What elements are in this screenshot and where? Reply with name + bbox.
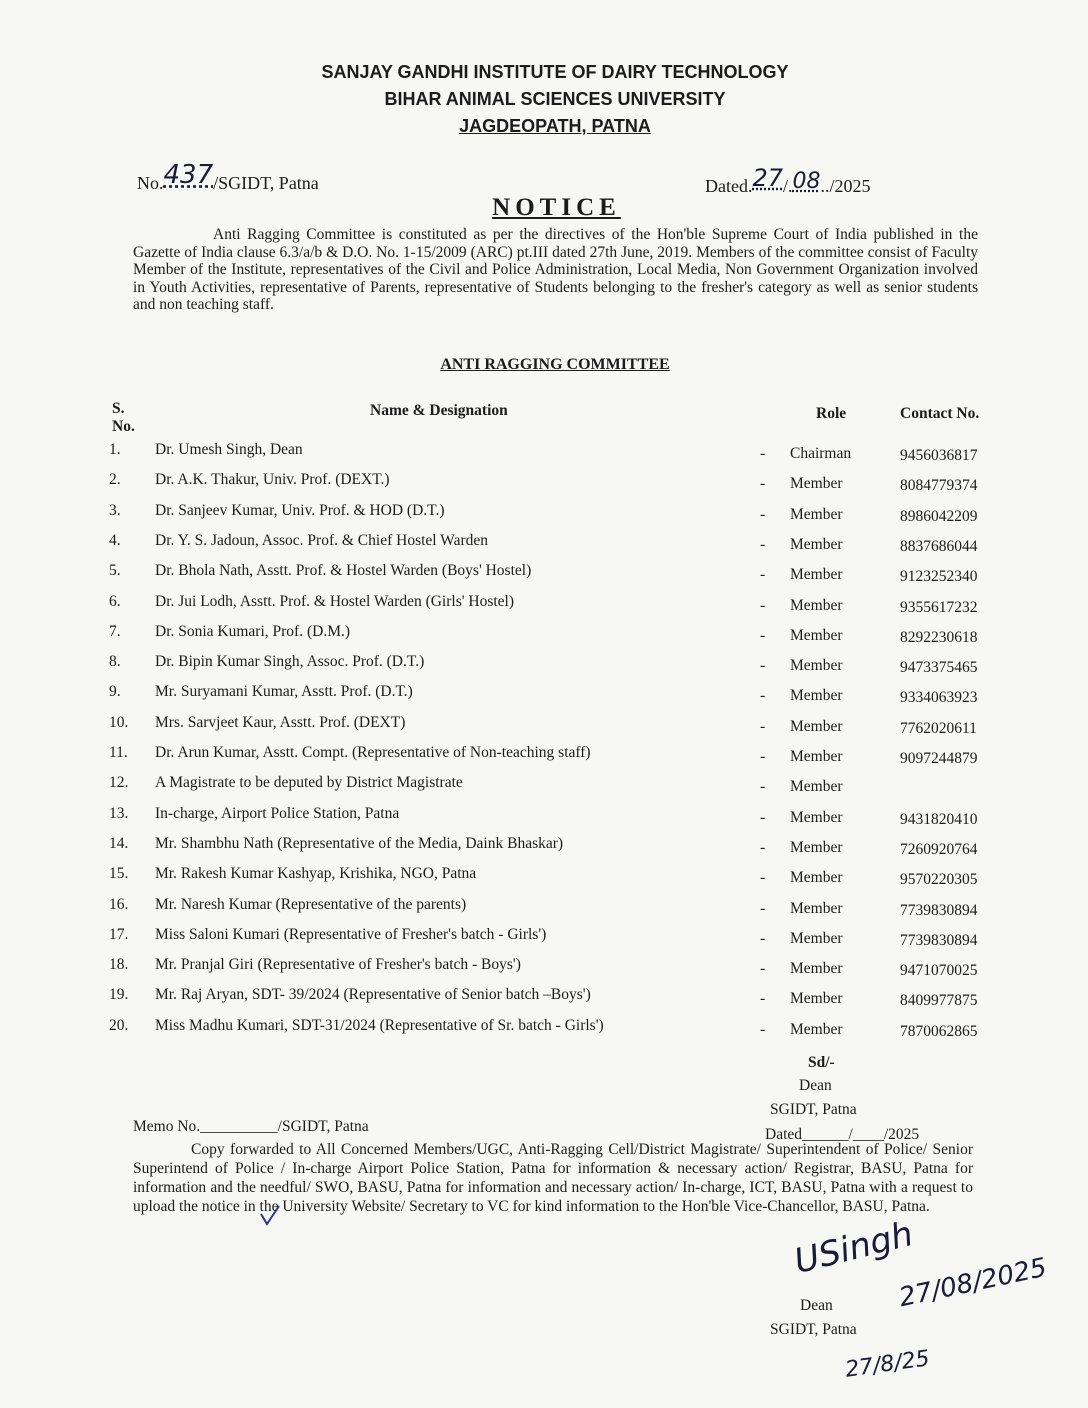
row-name: In-charge, Airport Police Station, Patna [155, 804, 400, 822]
row-role: Member [790, 838, 843, 856]
row-dash: - [760, 929, 766, 947]
table-row [0, 623, 1088, 653]
table-row [0, 532, 1088, 562]
table-row [0, 502, 1088, 532]
row-contact: 9473375465 [900, 659, 978, 677]
row-contact: 9123252340 [900, 568, 978, 586]
date-prefix: Dated. [705, 176, 753, 196]
row-name: Mr. Suryamani Kumar, Asstt. Prof. (D.T.) [155, 683, 413, 701]
row-role: Member [790, 808, 843, 826]
row-role: Chairman [790, 445, 852, 462]
row-name: Dr. Sonia Kumari, Prof. (D.M.) [155, 622, 351, 640]
table-row [0, 653, 1088, 683]
date-month-handwritten: 08 [792, 169, 821, 194]
row-role: Member [790, 475, 843, 493]
row-contact: 9431820410 [900, 810, 978, 828]
institute-name: SANJAY GANDHI INSTITUTE OF DAIRY TECHNOLOGY [321, 62, 789, 82]
row-dash: - [760, 566, 766, 584]
row-role: Member [790, 626, 843, 644]
row-role: Member [790, 717, 843, 735]
row-sno: 7. [109, 622, 121, 640]
row-sno: 17. [109, 925, 129, 943]
row-dash: - [760, 899, 766, 917]
row-role: Member [790, 778, 843, 796]
row-name: Dr. Arun Kumar, Asstt. Compt. (Representative of Non-teaching staff) [155, 744, 591, 761]
row-name: Dr. Bhola Nath, Asstt. Prof. & Hostel Warden (Boys' Hostel) [155, 562, 532, 580]
table-row [0, 774, 1088, 804]
row-sno: 1. [109, 441, 121, 458]
row-dash: - [760, 838, 766, 856]
row-sno: 15. [109, 865, 129, 883]
row-name: Dr. Umesh Singh, Dean [155, 441, 303, 458]
row-name: Miss Saloni Kumari (Representative of Fresher's batch - Girls') [155, 925, 547, 943]
handwritten-initials: 27/8/25 [843, 1346, 932, 1383]
row-role: Member [790, 929, 843, 947]
table-row [0, 956, 1088, 986]
table-row [0, 744, 1088, 774]
row-name: Miss Madhu Kumari, SDT-31/2024 (Representative of Sr. batch - Girls') [155, 1016, 604, 1034]
row-sno: 11. [109, 744, 128, 761]
row-sno: 16. [109, 895, 129, 913]
row-name: Mrs. Sarvjeet Kaur, Asstt. Prof. (DEXT) [155, 713, 406, 731]
row-role: Member [790, 748, 843, 765]
row-name: Mr. Shambhu Nath (Representative of the Media, Daink Bhaskar) [155, 834, 564, 852]
table-row [0, 986, 1088, 1016]
row-contact: 9570220305 [900, 871, 978, 889]
row-dash: - [760, 687, 766, 705]
institute-address: JAGDEOPATH, PATNA [459, 116, 651, 136]
table-row [0, 926, 1088, 956]
table-row [0, 805, 1088, 835]
row-contact: 8986042209 [900, 507, 978, 525]
row-sno: 3. [109, 501, 121, 519]
reference-no-handwritten: 437 [163, 160, 214, 190]
table-row [0, 714, 1088, 744]
committee-title: ANTI RAGGING COMMITTEE [440, 356, 670, 373]
university-name: BIHAR ANIMAL SCIENCES UNIVERSITY [384, 89, 726, 109]
row-sno: 4. [109, 531, 121, 549]
row-dash: - [760, 960, 766, 978]
row-sno: 14. [109, 834, 129, 852]
handwritten-signature: USingh [790, 1214, 918, 1282]
handwritten-date: 27/08/2025 [896, 1252, 1050, 1314]
row-name: Mr. Naresh Kumar (Representative of the parents) [155, 895, 467, 913]
date-day-handwritten: 27 [752, 164, 784, 192]
row-role: Member [790, 687, 843, 705]
row-sno: 5. [109, 562, 121, 580]
row-name: Dr. Y. S. Jadoun, Assoc. Prof. & Chief Hostel Warden [155, 531, 488, 549]
row-role: Member [790, 535, 843, 553]
row-name: Mr. Raj Aryan, SDT- 39/2024 (Representative of Senior batch –Boys') [155, 986, 591, 1004]
memo-date: Dated______/____/2025 [765, 1126, 920, 1143]
row-contact: 9334063923 [900, 689, 978, 707]
column-header-name: Name & Designation [370, 402, 508, 419]
row-sno: 19. [109, 986, 129, 1004]
row-dash: - [760, 475, 766, 493]
table-row [0, 562, 1088, 592]
row-contact: 9456036817 [900, 447, 978, 464]
row-dash: - [760, 990, 766, 1008]
column-header-sno: S. No. [112, 400, 135, 435]
reference-no-suffix: /SGIDT, Patna [213, 173, 319, 193]
row-role: Member [790, 505, 843, 523]
sign-org: SGIDT, Patna [770, 1101, 857, 1118]
row-sno: 8. [109, 653, 121, 671]
row-role: Member [790, 566, 843, 584]
row-name: Dr. Jui Lodh, Asstt. Prof. & Hostel Warden (Girls' Hostel) [155, 592, 515, 610]
column-header-role: Role [816, 405, 847, 422]
row-contact: 7260920764 [900, 840, 978, 858]
sign-title: Dean [799, 1077, 832, 1094]
table-row [0, 865, 1088, 895]
row-dash: - [760, 505, 766, 523]
memo-body-text: Copy forwarded to All Concerned Members/UGC, Anti-Ragging Cell/District Magistrate/ Superintendent of Police/ Senior Superintend of Police / In-charge Airport Police Station, Patna for information & necessary action/ Registrar, BASU, Patna for information and the needful/ SWO, BASU, Patna for information and necessary action/ In-charge, ICT, BASU, Patna with a request to upload the notice in the University Website/ Secretary to VC for kind information to the Hon'ble Vice-Chancellor, BASU, Patna. [133, 1141, 973, 1215]
row-dash: - [760, 626, 766, 644]
row-role: Member [790, 657, 843, 675]
row-role: Member [790, 596, 843, 614]
row-sno: 2. [109, 471, 121, 489]
row-sno: 18. [109, 956, 129, 974]
reference-no-prefix: No. [137, 173, 164, 193]
table-row [0, 441, 1088, 471]
row-contact: 7762020611 [900, 719, 977, 737]
row-role: Member [790, 990, 843, 1008]
notice-title: NOTICE [492, 194, 621, 221]
row-sno: 12. [109, 774, 129, 792]
reference-date: Dated.27/.08../2025 [705, 164, 871, 196]
row-dash: - [760, 535, 766, 553]
row-dash: - [760, 1020, 766, 1038]
table-row [0, 835, 1088, 865]
row-dash: - [760, 596, 766, 614]
row-name: Dr. Sanjeev Kumar, Univ. Prof. & HOD (D.T.) [155, 501, 445, 519]
row-role: Member [790, 1020, 843, 1038]
memo-number: Memo No.__________/SGIDT, Patna [133, 1118, 369, 1135]
final-sign-title: Dean [800, 1297, 833, 1314]
checkmark-icon [258, 1204, 282, 1228]
row-name: Dr. Bipin Kumar Singh, Assoc. Prof. (D.T.) [155, 653, 425, 671]
row-name: Dr. A.K. Thakur, Univ. Prof. (DEXT.) [155, 471, 390, 489]
row-dash: - [760, 657, 766, 675]
row-name: Mr. Rakesh Kumar Kashyap, Krishika, NGO, Patna [155, 865, 477, 883]
reference-number [137, 160, 319, 196]
notice-body [133, 226, 978, 314]
row-sno: 10. [109, 713, 129, 731]
row-sno: 6. [109, 592, 121, 610]
table-row [0, 593, 1088, 623]
row-name: A Magistrate to be deputed by District Magistrate [155, 774, 463, 792]
final-sign-org: SGIDT, Patna [770, 1321, 857, 1338]
row-sno: 13. [109, 804, 129, 822]
row-contact: 8837686044 [900, 537, 978, 555]
row-role: Member [790, 960, 843, 978]
row-dash: - [760, 748, 766, 765]
row-contact: 9097244879 [900, 750, 978, 767]
notice-body-text: Anti Ragging Committee is constituted as per the directives of the Hon'ble Supreme Court of India published in the Gazette of India clause 6.3/a/b & D.O. No. 1-15/2009 (ARC) pt.III dated 27th June, 2019. Members of the committee consist of Faculty Member of the Institute, representatives of the Civil and Police Administration, Local Media, Non Government Organization involved in Youth Activities, representative of Parents, representative of Students belonging to the fresher's category as well as senior students and non teaching staff. [133, 226, 978, 313]
row-dash: - [760, 717, 766, 735]
table-row [0, 896, 1088, 926]
sd-mark: Sd/- [808, 1054, 835, 1071]
row-role: Member [790, 869, 843, 887]
row-role: Member [790, 899, 843, 917]
row-name: Mr. Pranjal Giri (Representative of Fresher's batch - Boys') [155, 956, 521, 974]
row-contact: 7739830894 [900, 931, 978, 949]
column-header-contact: Contact No. [900, 405, 980, 422]
table-row [0, 1017, 1088, 1047]
row-contact: 7739830894 [900, 901, 978, 919]
row-contact: 8409977875 [900, 992, 978, 1010]
row-contact: 8292230618 [900, 628, 978, 646]
row-dash: - [760, 778, 766, 796]
table-row [0, 683, 1088, 713]
row-contact: 7870062865 [900, 1022, 978, 1040]
row-sno: 20. [109, 1016, 129, 1034]
row-sno: 9. [109, 683, 121, 701]
row-dash: - [760, 808, 766, 826]
row-contact: 8084779374 [900, 477, 978, 495]
row-dash: - [760, 445, 766, 462]
row-dash: - [760, 869, 766, 887]
row-contact: 9471070025 [900, 962, 978, 980]
table-row [0, 471, 1088, 501]
row-contact: 9355617232 [900, 598, 978, 616]
date-year: /2025 [829, 176, 871, 196]
